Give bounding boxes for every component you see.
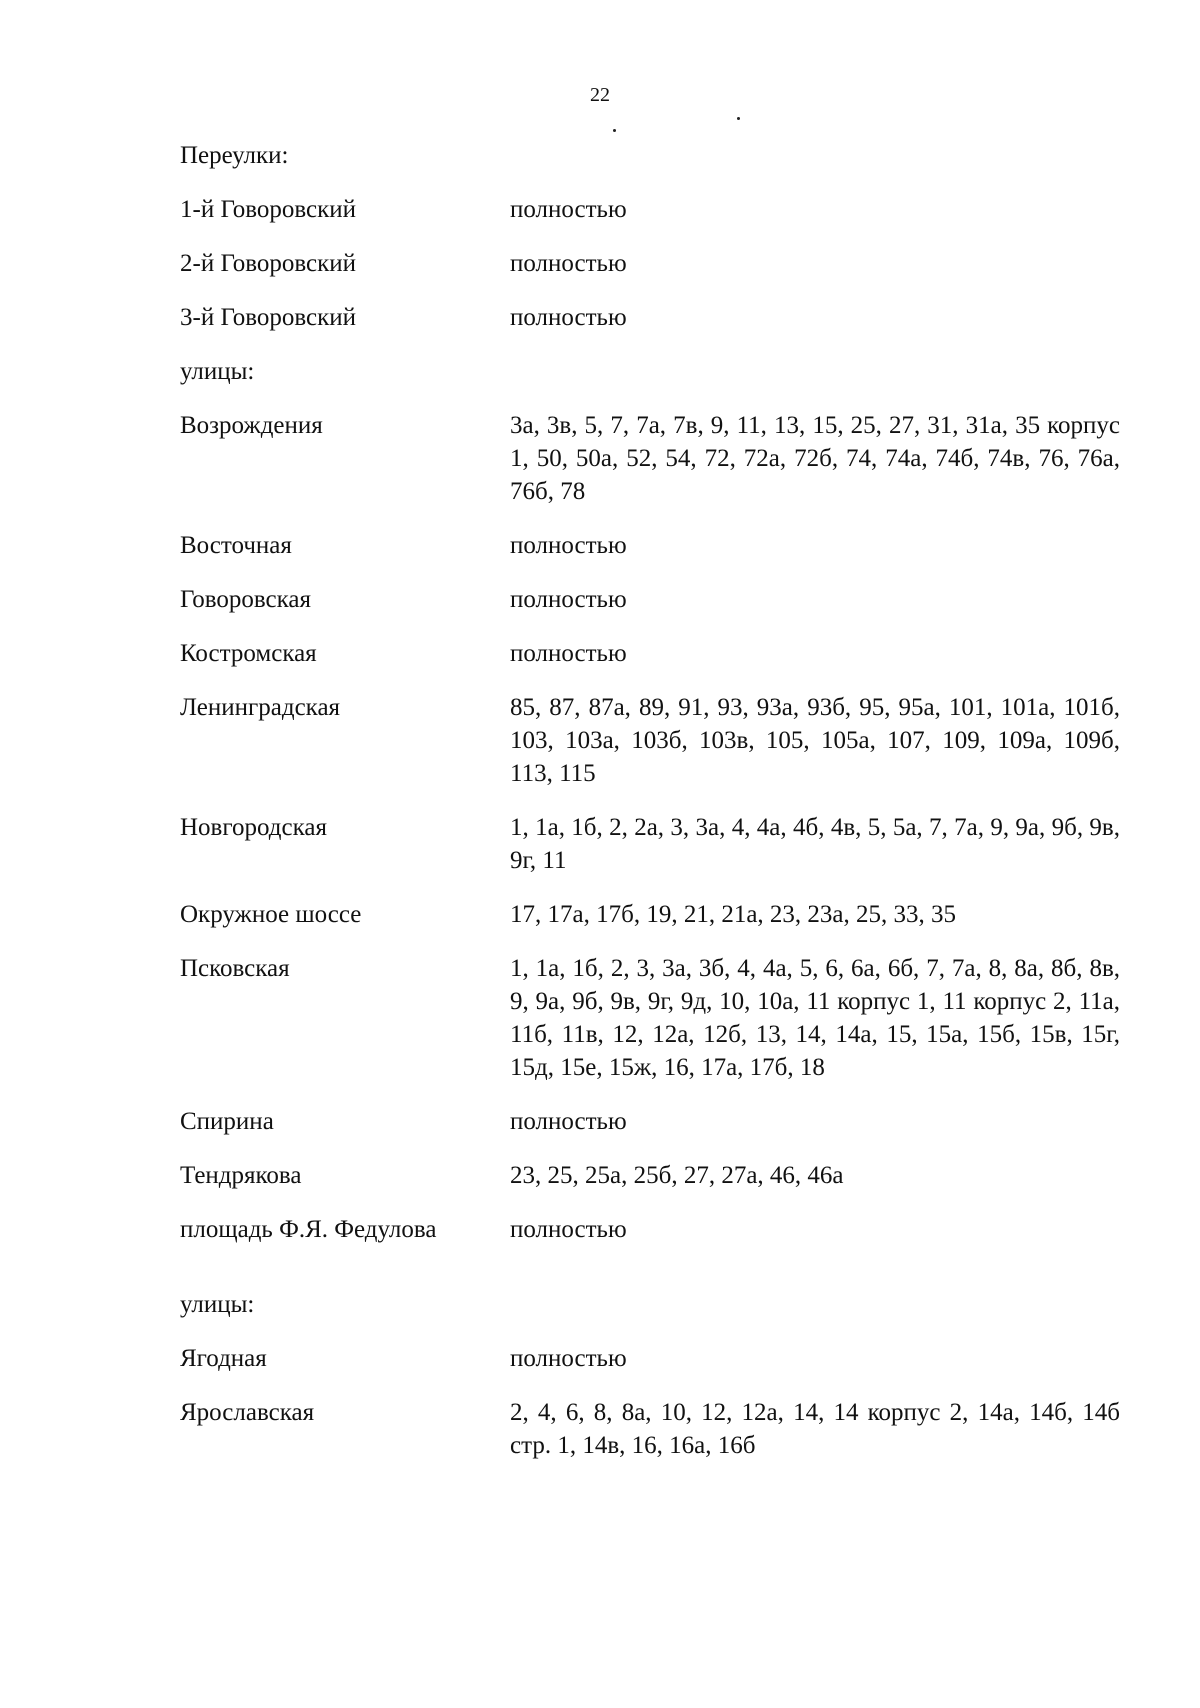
house-numbers: полностью (510, 196, 627, 223)
house-numbers: полностью (510, 1216, 627, 1243)
section-streets (180, 355, 1120, 1267)
list-item (180, 409, 1120, 508)
house-numbers: 1, 1а, 1б, 2, 2а, 3, 3а, 4, 4а, 4б, 4в, 5, 5а, 7, 7а, 9, 9а, 9б, 9в, 9г, 11 (510, 814, 1120, 874)
house-numbers: полностью (510, 250, 627, 277)
list-item (180, 637, 1120, 670)
street-name: Возрождения (180, 412, 323, 439)
street-name: Окружное шоссе (180, 901, 362, 928)
street-name: Ягодная (180, 1345, 267, 1372)
section-heading: Переулки: (180, 142, 289, 169)
house-numbers: полностью (510, 1108, 627, 1135)
house-numbers: полностью (510, 640, 627, 667)
list-item (180, 247, 1120, 280)
street-name: Костромская (180, 640, 317, 667)
list-item (180, 1105, 1120, 1138)
house-numbers: 2, 4, 6, 8, 8а, 10, 12, 12а, 14, 14 корпус 2, 14а, 14б, 14б стр. 1, 14в, 16, 16а, 16б (510, 1399, 1120, 1459)
street-name: Тендрякова (180, 1162, 302, 1189)
street-name: 2-й Говоровский (180, 250, 357, 277)
street-name: 3-й Говоровский (180, 304, 357, 331)
list-item (180, 193, 1120, 226)
street-name: Восточная (180, 532, 292, 559)
street-name: Ярославская (180, 1399, 315, 1426)
scan-speck (613, 129, 616, 132)
list-item (180, 691, 1120, 790)
scan-speck (737, 117, 740, 120)
page-number: 22 (590, 84, 610, 106)
list-item (180, 1342, 1120, 1375)
list-item (180, 529, 1120, 562)
document-body (180, 139, 1120, 1483)
section-heading: улицы: (180, 1291, 255, 1318)
list-item (180, 1213, 1120, 1246)
section-lanes (180, 139, 1120, 334)
house-numbers: полностью (510, 304, 627, 331)
house-numbers: 85, 87, 87а, 89, 91, 93, 93а, 93б, 95, 95а, 101, 101а, 101б, 103, 103а, 103б, 103в, 105, 105а, 107, 109, 109а, 109б, 113, 115 (510, 694, 1120, 787)
section-heading: улицы: (180, 358, 255, 385)
list-item (180, 898, 1120, 931)
house-numbers: 1, 1а, 1б, 2, 3, 3а, 3б, 4, 4а, 5, 6, 6а, 6б, 7, 7а, 8, 8а, 8б, 8в, 9, 9а, 9б, 9в, 9г, 9д, 10, 10а, 11 корпус 1, 11 корпус 2, 11а, 11б, 11в, 12, 12а, 12б, 13, 14, 14а, 15, 15а, 15б, 15в, 15г, 15д, 15е, 15ж, 16, 17а, 17б, 18 (510, 955, 1120, 1081)
street-name: Псковская (180, 955, 290, 982)
street-name: Спирина (180, 1108, 274, 1135)
house-numbers: 23, 25, 25а, 25б, 27, 27а, 46, 46а (510, 1162, 844, 1189)
list-item (180, 1159, 1120, 1192)
house-numbers: 17, 17а, 17б, 19, 21, 21а, 23, 23а, 25, 33, 35 (510, 901, 957, 928)
house-numbers: полностью (510, 586, 627, 613)
street-name: площадь Ф.Я. Федулова (180, 1216, 437, 1243)
house-numbers: полностью (510, 1345, 627, 1372)
street-name: Новгородская (180, 814, 327, 841)
house-numbers: 3а, 3в, 5, 7, 7а, 7в, 9, 11, 13, 15, 25, 27, 31, 31а, 35 корпус 1, 50, 50а, 52, 54, 72, 72а, 72б, 74, 74а, 74б, 74в, 76, 76а, 76б, 78 (510, 412, 1120, 505)
house-numbers: полностью (510, 532, 627, 559)
list-item (180, 1396, 1120, 1462)
street-name: 1-й Говоровский (180, 196, 357, 223)
list-item (180, 301, 1120, 334)
list-item (180, 952, 1120, 1084)
list-item (180, 811, 1120, 877)
list-item (180, 583, 1120, 616)
street-name: Говоровская (180, 586, 312, 613)
section-streets-2 (180, 1288, 1120, 1462)
street-name: Ленинградская (180, 694, 341, 721)
